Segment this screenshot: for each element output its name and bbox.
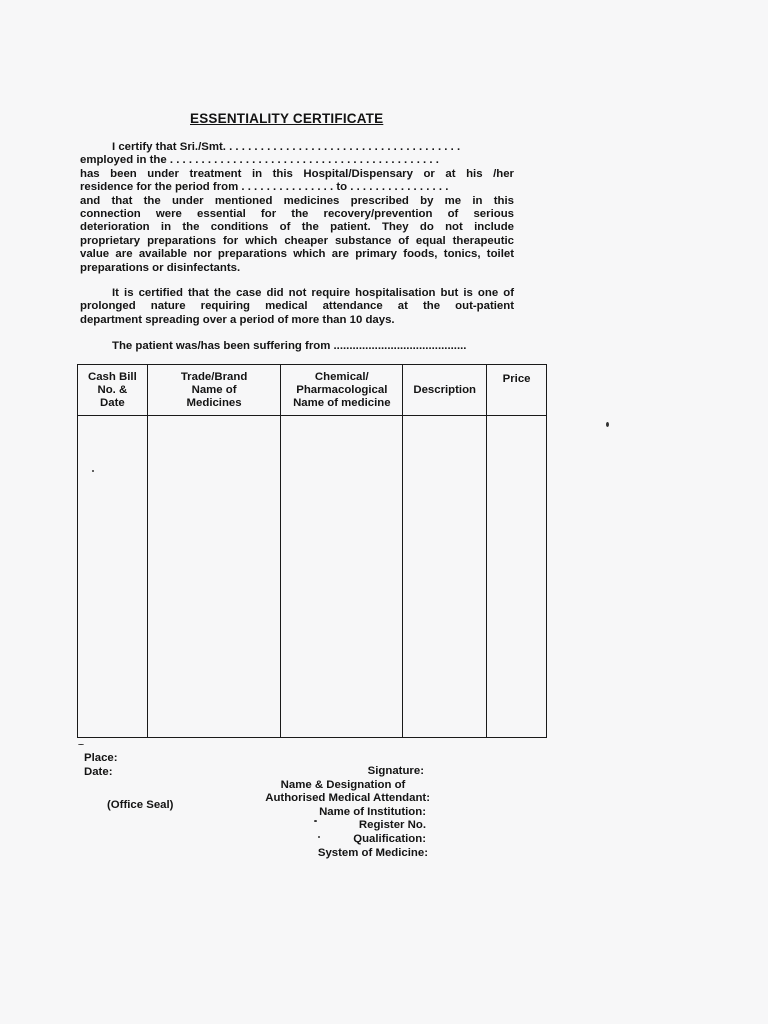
register-no-label: Register No. — [358, 819, 426, 832]
system-of-medicine-label: System of Medicine: — [317, 846, 428, 859]
cell-price[interactable] — [487, 416, 547, 738]
scan-speck — [318, 836, 320, 838]
authorised-attendant-label: Authorised Medical Attendant: — [265, 792, 430, 805]
signature-label: Signature: — [367, 765, 424, 777]
header-text: Trade/Brand — [180, 370, 248, 383]
scan-speck — [78, 744, 84, 745]
cell-cash-bill[interactable] — [78, 416, 148, 738]
scan-speck — [92, 470, 94, 472]
medicines-table — [77, 364, 547, 738]
certification-paragraph — [80, 141, 514, 275]
signature-block — [232, 765, 430, 860]
cell-description[interactable] — [403, 416, 487, 738]
para1-line: employed in the . . . . . . . . . . . . . . . . . . . . . . . . . . . . . . . . . . . . . . . . . . . — [80, 154, 439, 167]
hospitalisation-paragraph — [80, 287, 514, 327]
para1-line: connection were essential for the recovery/prevention of serious — [80, 208, 514, 221]
place-label: Place: — [84, 752, 118, 764]
para1-line: and that the under mentioned medicines prescribed by me in this — [80, 194, 514, 207]
para1-line: deterioration in the conditions of the patient. They do not include — [80, 221, 514, 234]
para1-line: has been under treatment in this Hospital/Dispensary or at his /her — [80, 167, 514, 180]
qualification-label: Qualification: — [353, 832, 426, 845]
header-text: Name of medicine — [293, 396, 391, 409]
para1-line: residence for the period from . . . . . . . . . . . . . . . to . . . . . . . . . . . . . . . . — [80, 181, 449, 194]
para1-line: preparations or disinfectants. — [80, 261, 241, 274]
suffering-from-line: The patient was/has been suffering from .......................................... — [112, 340, 467, 352]
header-text: Price — [502, 373, 531, 385]
scan-speck — [314, 820, 317, 822]
para2-line: department spreading over a period of more than 10 days. — [80, 313, 395, 326]
header-text: Date — [100, 396, 125, 409]
cell-trade-brand[interactable] — [147, 416, 281, 738]
header-text: Name of — [191, 383, 237, 396]
table-body-row — [78, 416, 547, 738]
para1-line: proprietary preparations for which cheaper substance of equal therapeutic — [80, 234, 514, 247]
header-text: No. & — [97, 383, 128, 396]
cell-chemical[interactable] — [281, 416, 403, 738]
institution-label: Name of Institution: — [319, 805, 426, 818]
para1-line: value are available nor preparations which are primary foods, tonics, toilet — [80, 248, 514, 261]
para2-line: It is certified that the case did not require hospitalisation but is one of — [112, 287, 514, 299]
page-title: ESSENTIALITY CERTIFICATE — [190, 111, 384, 126]
header-text: Chemical/ — [314, 370, 369, 383]
table-header-row — [78, 365, 547, 416]
date-label: Date: — [84, 766, 113, 778]
header-text: Cash Bill — [88, 370, 137, 383]
header-text: Pharmacological — [296, 383, 388, 396]
col-header-price — [487, 365, 547, 416]
para2-line: prolonged nature requiring medical attendance at the out-patient — [80, 300, 514, 313]
col-header-chemical — [281, 365, 403, 416]
office-seal-label: (Office Seal) — [107, 799, 174, 811]
name-designation-label: Name & Designation of — [280, 778, 406, 791]
header-text: Description — [413, 383, 477, 396]
header-text: Medicines — [186, 396, 242, 409]
scan-speck — [606, 422, 609, 427]
col-header-cash-bill — [78, 365, 148, 416]
para1-line: I certify that Sri./Smt. . . . . . . . . . . . . . . . . . . . . . . . . . . . . . . . . . . . . . — [112, 141, 461, 153]
col-header-description — [403, 365, 487, 416]
col-header-trade-brand — [147, 365, 281, 416]
